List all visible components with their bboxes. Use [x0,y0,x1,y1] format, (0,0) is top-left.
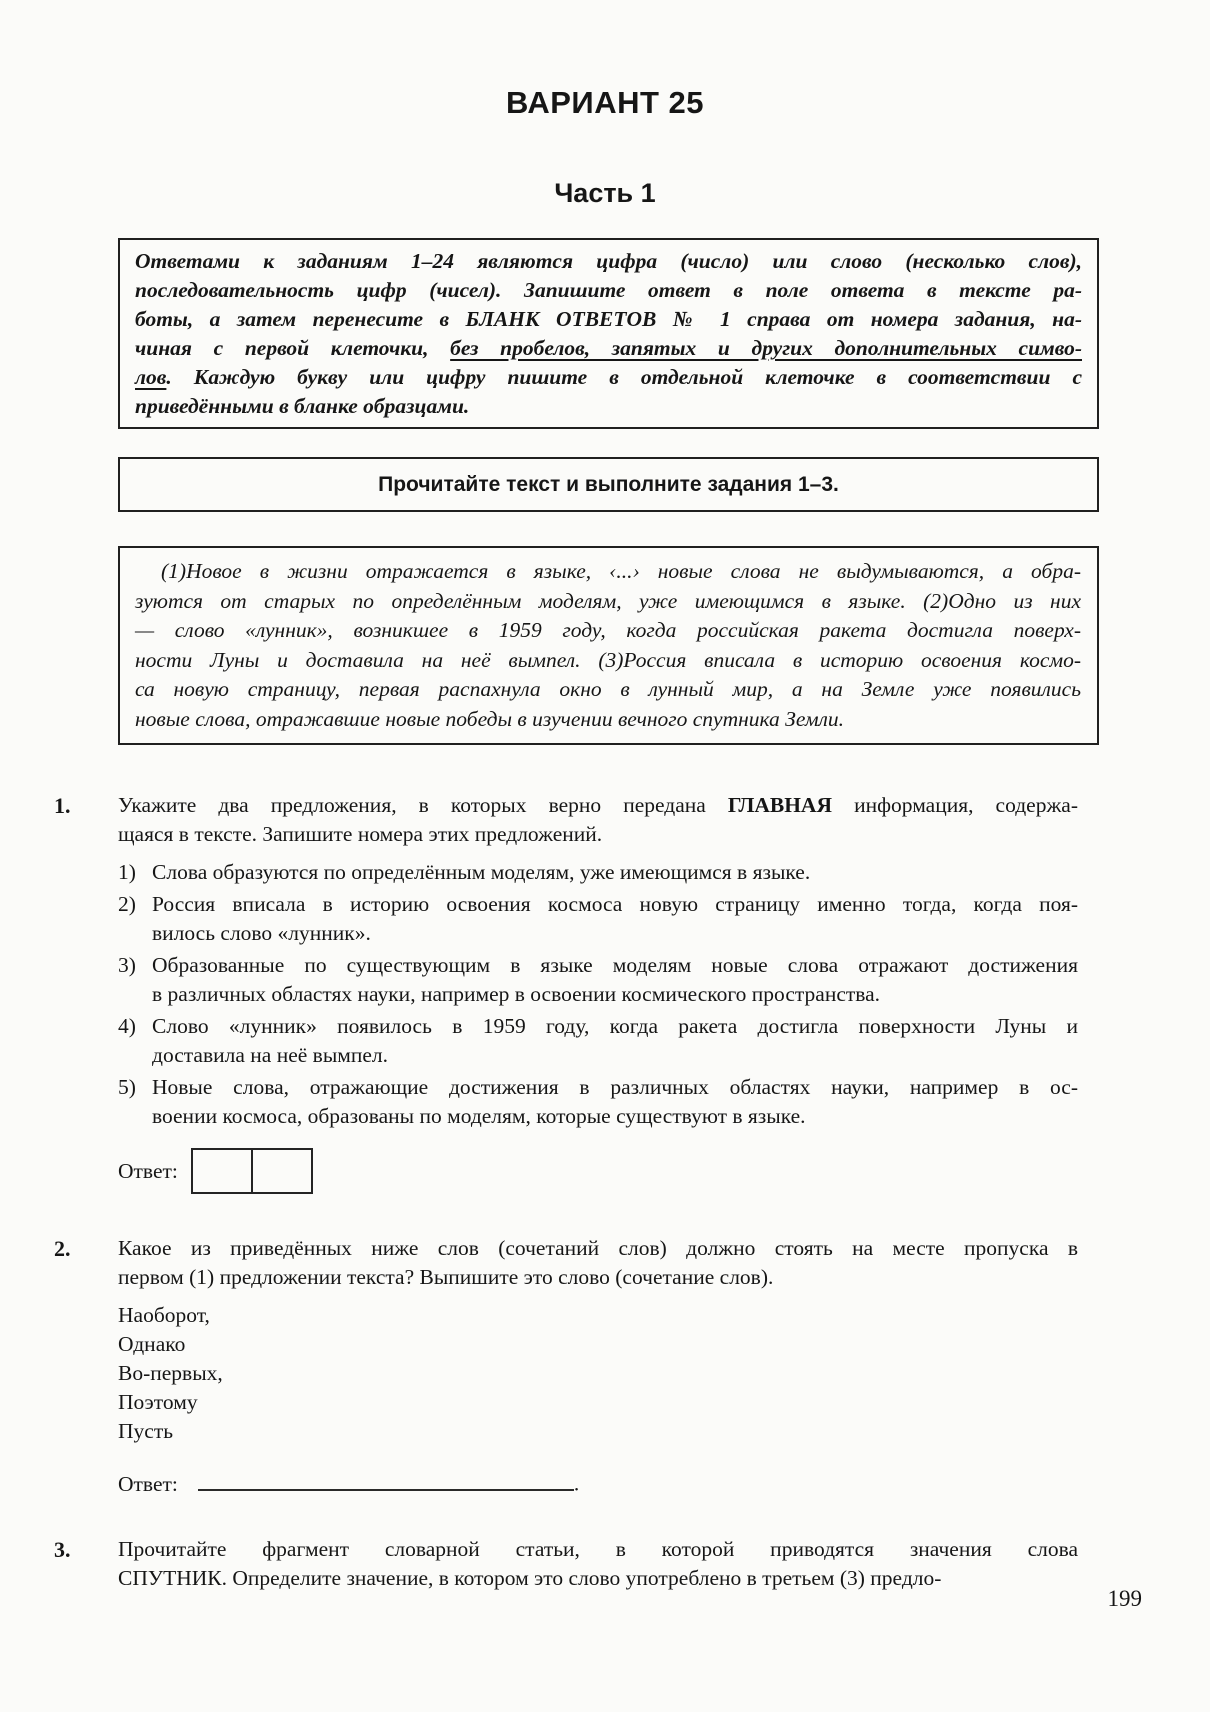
answer-cells [191,1148,313,1194]
option-row [118,951,1078,1009]
question-3-text-line: СПУТНИК. Определите значение, в котором это слово употреблено в третьем (3) предло- [118,1565,942,1590]
option-number: 3) [118,953,136,977]
answer-label: Ответ: [118,1158,178,1183]
task-banner-text: Прочитайте текст и выполните задания 1–3. [378,473,839,496]
instruction-line: лов. Каждую букву или цифру пишите в отдельной клеточке в соответствии с [135,365,1082,389]
instruction-box [118,238,1099,429]
instruction-line: последовательность цифр (чисел). Запишите ответ в поле ответа в тексте ра- [135,278,1082,302]
answer-period: . [573,1471,580,1496]
option-number: 2) [118,892,136,916]
option-row [118,890,1078,948]
passage-line: ности Луны и доставила на неё вымпел. (3)Россия вписала в историю освоения космо- [135,647,1081,672]
option-row [118,858,1078,887]
option-row [118,1073,1078,1131]
page-number: 199 [1107,1586,1142,1611]
task-banner [118,457,1099,512]
passage-line: — слово «лунник», возникшее в 1959 году, когда российская ракета достигла поверх- [135,618,1081,642]
instruction-line: приведёнными в бланке образцами. [135,394,470,418]
word-option: Во-первых, [118,1361,223,1385]
part-title: Часть 1 [554,178,656,208]
question-3 [54,1535,1078,1593]
passage-line: (1)Новое в жизни отражается в языке, ‹...› новые слова не выдумываются, а обра- [161,559,1081,583]
option-text: Новые слова, отражающие достижения в различных областях науки, например в ос- воении космоса, образованы по моделям, которые существуют в языке. [152,1075,1078,1128]
question-3-number: 3. [54,1536,71,1562]
word-option: Наоборот, [118,1303,210,1327]
underlined-rule-text: лов [135,365,167,389]
question-2-answer [118,1467,1078,1499]
option-text: Слово «лунник» появилось в 1959 году, когда ракета достигла поверхности Луны и доставила на неё вымпел. [152,1014,1078,1067]
instruction-line: боты, а затем перенесите в БЛАНК ОТВЕТОВ № 1 справа от номера задания, на- [135,307,1082,331]
question-3-text-line: Прочитайте фрагмент словарной статьи, в которой приводятся значения слова [118,1536,1078,1561]
underlined-rule-text: без пробелов, запятых и других дополнительных симво- [450,336,1082,360]
question-2-number: 2. [54,1236,71,1261]
word-option: Однако [118,1332,186,1356]
question-2-text-line: Какое из приведённых ниже слов (сочетаний слов) должно стоять на месте пропуска в [118,1236,1078,1260]
question-1-options [118,858,1078,1131]
passage-line: зуются от старых по определённым моделям, уже имеющимся в языке. (2)Одно из них [135,588,1081,613]
question-1-text-line: щаяся в тексте. Запишите номера этих предложений. [118,822,603,846]
option-number: 1) [118,860,136,884]
glavnaya-emphasis: ГЛАВНАЯ [727,793,832,817]
blank-otvetov-emphasis: БЛАНК ОТВЕТОВ № 1 [465,307,731,331]
option-text: Образованные по существующим в языке моделям новые слова отражают достижения в различных областях науки, например в освоении космического пространства. [152,953,1078,1006]
instruction-line: чиная с первой клеточки, без пробелов, запятых и других дополнительных симво- [135,336,1082,360]
question-1-text-line: Укажите два предложения, в которых верно передана ГЛАВНАЯ информация, содержа- [118,793,1079,817]
question-2 [54,1234,1078,1499]
passage-box [118,546,1099,745]
option-text: Россия вписала в историю освоения космоса новую страницу именно тогда, когда поя- вилось слово «лунник». [152,892,1078,945]
question-1-number: 1. [54,793,71,818]
answer-label: Ответ: [118,1471,178,1496]
option-number: 5) [118,1075,136,1099]
question-2-text-line: первом (1) предложении текста? Выпишите это слово (сочетание слов). [118,1265,774,1289]
option-text: Слова образуются по определённым моделям, уже имеющимся в языке. [152,860,811,884]
word-option: Поэтому [118,1390,198,1414]
question-2-word-list [118,1301,1078,1446]
option-row [118,1012,1078,1070]
option-number: 4) [118,1014,136,1038]
variant-title: ВАРИАНТ 25 [506,85,704,120]
question-1 [54,791,1079,1194]
word-option: Пусть [118,1419,174,1443]
passage-line: са новую страницу, первая распахнула окно в лунный мир, а на Земле уже появились [135,677,1081,701]
answer-blank-line[interactable] [198,1467,574,1491]
instruction-line: Ответами к заданиям 1–24 являются цифра (число) или слово (несколько слов), [135,249,1082,273]
answer-cell-1[interactable] [193,1150,251,1192]
question-1-answer [118,1148,1078,1194]
passage-line: новые слова, отражавшие новые победы в изучении вечного спутника Земли. [135,706,845,731]
answer-cell-2[interactable] [251,1150,311,1192]
